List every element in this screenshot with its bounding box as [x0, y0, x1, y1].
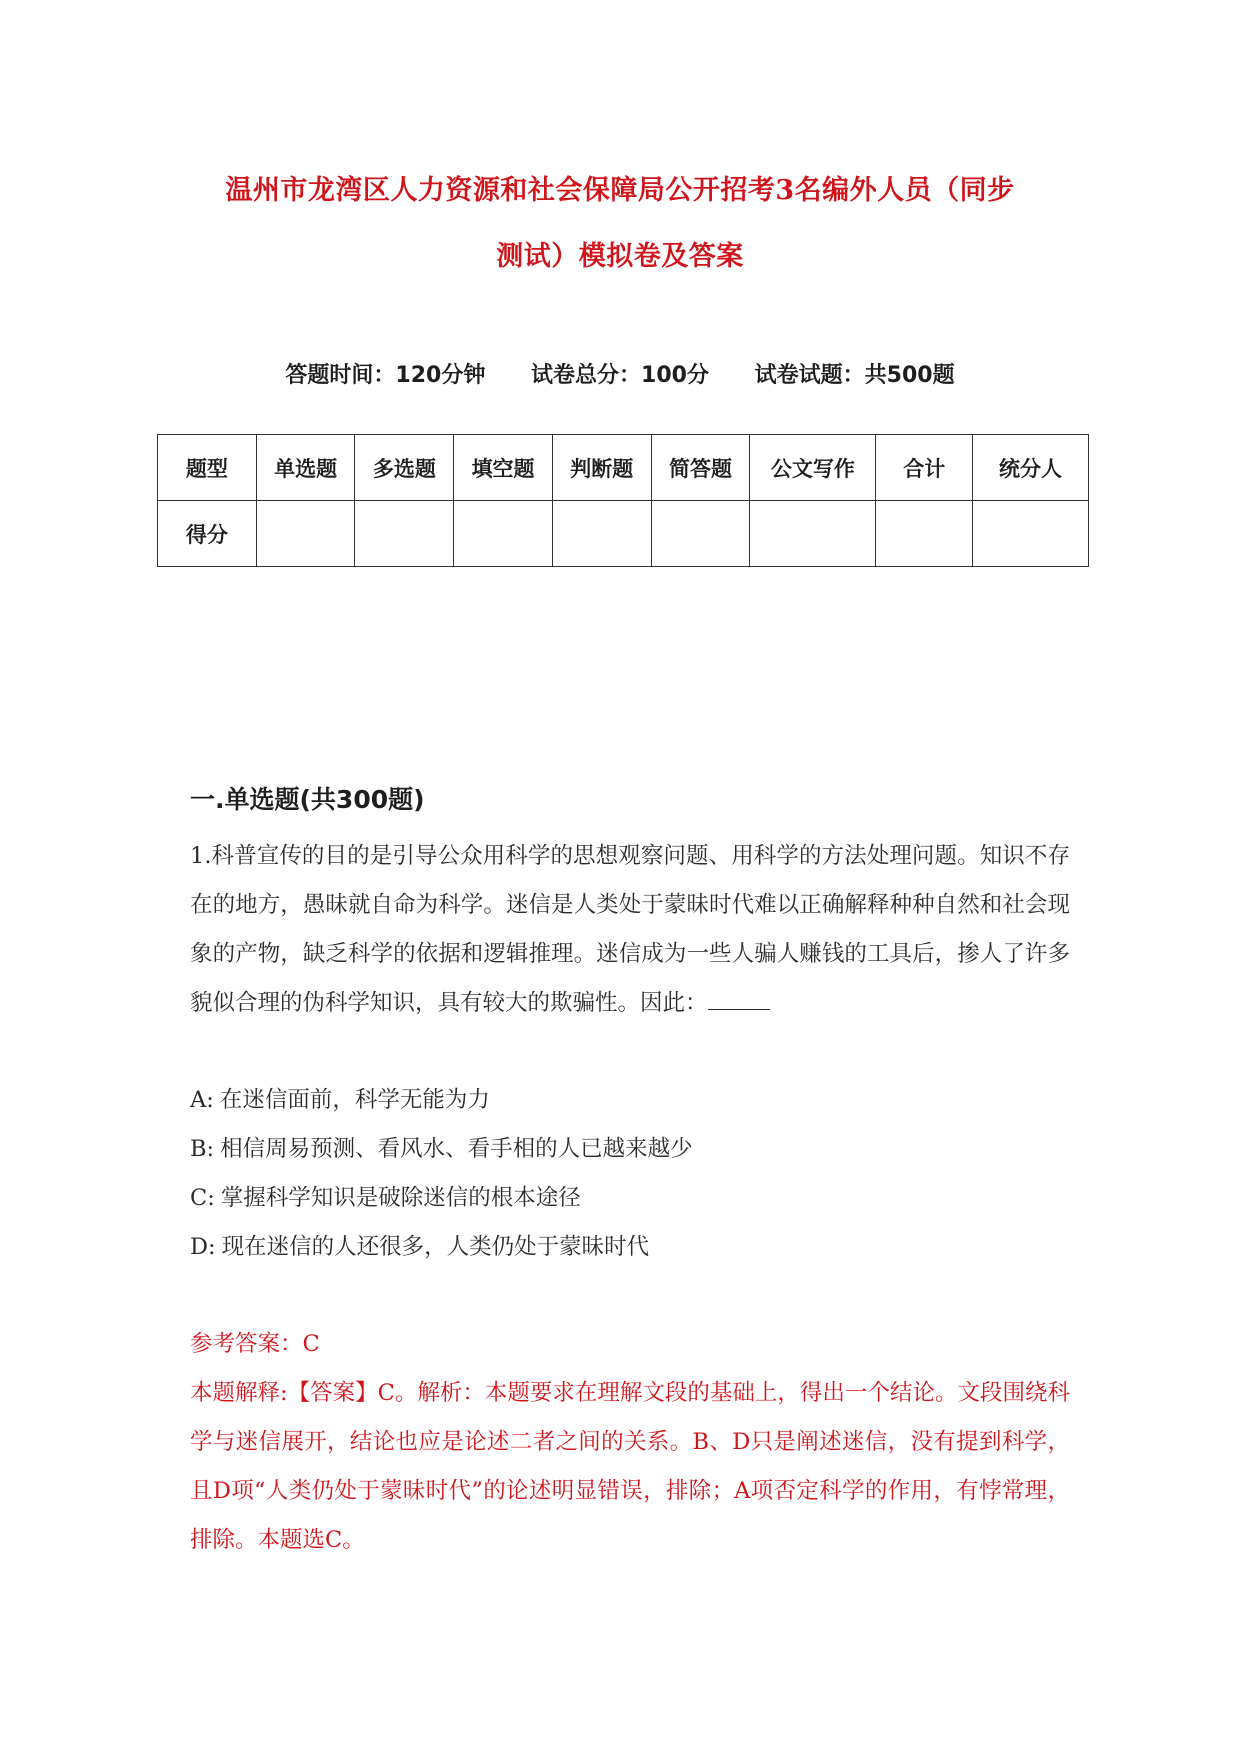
score-cell: [973, 501, 1089, 567]
exam-time: 答题时间：120分钟: [285, 363, 486, 388]
score-cell: [750, 501, 876, 567]
question-text: 1.科普宣传的目的是引导公众用科学的思想观察问题、用科学的方法处理问题。知识不存在的地方，愚昧就自命为科学。迷信是人类处于蒙昧时代难以正确解释种种自然和社会现象的产物，缺乏科学的依据和逻辑推理。迷信成为一些人骗人赚钱的工具后，掺人了许多貌似合理的伪科学知识，具有较大的欺骗性。因此：: [190, 843, 1070, 1016]
section-heading: 一.单选题(共300题): [190, 785, 425, 814]
option-a: [190, 1076, 1070, 1125]
option-text: 掌握科学知识是破除迷信的根本途径: [220, 1185, 581, 1211]
title-line-1: 温州市龙湾区人力资源和社会保障局公开招考3名编外人员（同步: [225, 175, 1015, 206]
exam-total-score: 试卷总分：100分: [531, 363, 709, 388]
score-cell: [454, 501, 553, 567]
score-table-header-row: [158, 435, 1089, 501]
answer-explanation: 本题解释:【答案】C。解析：本题要求在理解文段的基础上，得出一个结论。文段围绕科学与迷信展开，结论也应是论述二者之间的关系。B、D只是阐述迷信，没有提到科学，且D项“人类仍处于蒙昧时代”的论述明显错误，排除；A项否定科学的作用，有悖常理，排除。本题选C。: [190, 1380, 1070, 1553]
option-label: B:: [190, 1136, 215, 1162]
exam-question-count: 试卷试题：共500题: [754, 363, 955, 388]
score-table: [157, 434, 1089, 567]
score-table-header: 多选题: [355, 435, 454, 501]
score-table-header: 统分人: [973, 435, 1089, 501]
document-title: [150, 158, 1090, 290]
score-table-header: 单选题: [256, 435, 355, 501]
answer-blank: [708, 983, 770, 1010]
score-cell: [876, 501, 973, 567]
score-table-header: 填空题: [454, 435, 553, 501]
reference-answer: 参考答案：C: [190, 1331, 320, 1357]
option-c: [190, 1174, 1070, 1223]
question-stem: [190, 832, 1070, 1028]
score-table-score-row: [158, 501, 1089, 567]
title-line-2: 测试）模拟卷及答案: [496, 241, 744, 272]
score-table-header: 公文写作: [750, 435, 876, 501]
score-cell: [651, 501, 750, 567]
option-text: 现在迷信的人还很多，人类仍处于蒙昧时代: [221, 1234, 650, 1260]
exam-meta: [0, 358, 1240, 389]
option-b: [190, 1125, 1070, 1174]
score-table-header: 简答题: [651, 435, 750, 501]
score-cell: [256, 501, 355, 567]
score-table-header: 合计: [876, 435, 973, 501]
score-row-label: 得分: [158, 501, 257, 567]
option-label: D:: [190, 1234, 216, 1260]
option-d: [190, 1223, 1070, 1272]
option-text: 相信周易预测、看风水、看手相的人已越来越少: [220, 1136, 693, 1162]
score-table-header: 判断题: [552, 435, 651, 501]
option-label: A:: [190, 1087, 214, 1113]
score-cell: [355, 501, 454, 567]
option-text: 在迷信面前，科学无能为力: [219, 1087, 490, 1113]
question-options: [190, 1076, 1070, 1272]
score-table-header: 题型: [158, 435, 257, 501]
option-label: C:: [190, 1185, 215, 1211]
score-cell: [552, 501, 651, 567]
